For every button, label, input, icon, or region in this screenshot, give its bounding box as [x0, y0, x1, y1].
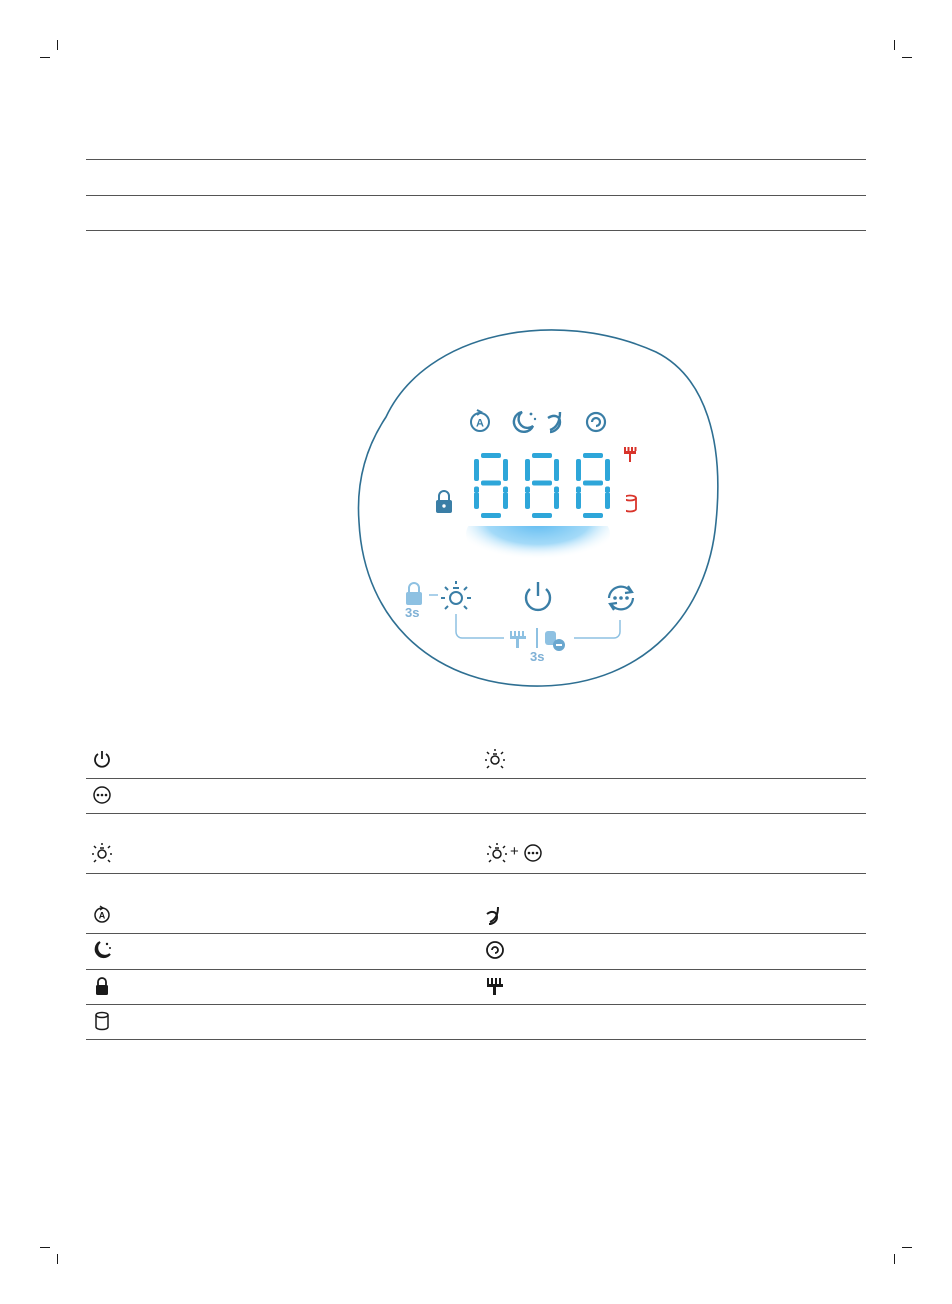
- lock-icon: [436, 491, 452, 513]
- display-segment: [583, 481, 603, 486]
- display-segment: [481, 453, 501, 458]
- table-rule: [86, 933, 866, 934]
- lock-icon: [91, 975, 113, 997]
- auto-mode-icon: [91, 903, 113, 925]
- light-icon: [486, 842, 508, 864]
- reset-filter-icons: [510, 628, 565, 651]
- crop-mark: [902, 1247, 912, 1248]
- display-segment: [525, 459, 530, 481]
- display-segment: [481, 513, 501, 518]
- power-button-icon: [526, 582, 550, 610]
- control-panel-drawing: [356, 322, 720, 688]
- table-rule: [86, 778, 866, 779]
- display-segment: [583, 513, 603, 518]
- svg-text:A: A: [476, 417, 484, 430]
- allergen-mode-icon: [484, 939, 506, 961]
- svg-text:A: A: [98, 910, 106, 921]
- mode-cycle-icon: [91, 784, 113, 806]
- table-rule: [86, 969, 866, 970]
- prefilter-icon: [624, 447, 637, 462]
- table-rule: [86, 1039, 866, 1040]
- display-segment: [605, 492, 610, 509]
- display-segment: [525, 492, 530, 509]
- display-segment: [576, 459, 581, 481]
- display-segment: [503, 492, 508, 509]
- plus-sign: +: [510, 843, 519, 860]
- display-segment: [474, 492, 479, 509]
- mode-cycle-icon: [609, 586, 633, 610]
- lock-hold-duration: 3s: [405, 605, 420, 620]
- crop-mark: [57, 1254, 58, 1264]
- display-segment: [554, 492, 559, 509]
- light-plus-mode-icon: [486, 842, 556, 864]
- sleep-mode-icon: [514, 412, 536, 432]
- turbo-fan-icon: [484, 903, 506, 925]
- display-segment: [583, 453, 603, 458]
- crop-mark: [902, 57, 912, 58]
- control-panel-illustration: [356, 322, 720, 688]
- display-segment: [503, 459, 508, 481]
- top-rule: [86, 195, 866, 196]
- reset-hold-duration: 3s: [530, 649, 545, 664]
- table-rule: [86, 813, 866, 814]
- top-rule: [86, 230, 866, 231]
- power-icon: [91, 748, 113, 770]
- display-segment: [532, 453, 552, 458]
- prefilter-icon: [484, 975, 506, 997]
- display-segment: [605, 459, 610, 481]
- auto-mode-icon: [471, 410, 489, 431]
- filter-icon: [91, 1010, 113, 1032]
- crop-mark: [40, 1247, 50, 1248]
- sleep-mode-icon: [91, 939, 113, 961]
- display-segment: [474, 459, 479, 481]
- light-icon: [484, 748, 506, 770]
- turbo-fan-icon: [548, 412, 560, 432]
- crop-mark: [894, 40, 895, 50]
- display-segment: [576, 492, 581, 509]
- lock-hold-icon: [406, 583, 422, 605]
- table-rule: [86, 1004, 866, 1005]
- table-rule: [86, 873, 866, 874]
- crop-mark: [40, 57, 50, 58]
- display-segment: [532, 513, 552, 518]
- crop-mark: [894, 1254, 895, 1264]
- allergen-mode-icon: [587, 413, 605, 431]
- light-icon: [441, 581, 471, 609]
- crop-mark: [57, 40, 58, 50]
- display-segment: [554, 459, 559, 481]
- mode-cycle-icon: [522, 842, 544, 864]
- light-icon: [91, 842, 113, 864]
- top-rule: [86, 159, 866, 160]
- display-segment: [532, 481, 552, 486]
- display-segment: [481, 481, 501, 486]
